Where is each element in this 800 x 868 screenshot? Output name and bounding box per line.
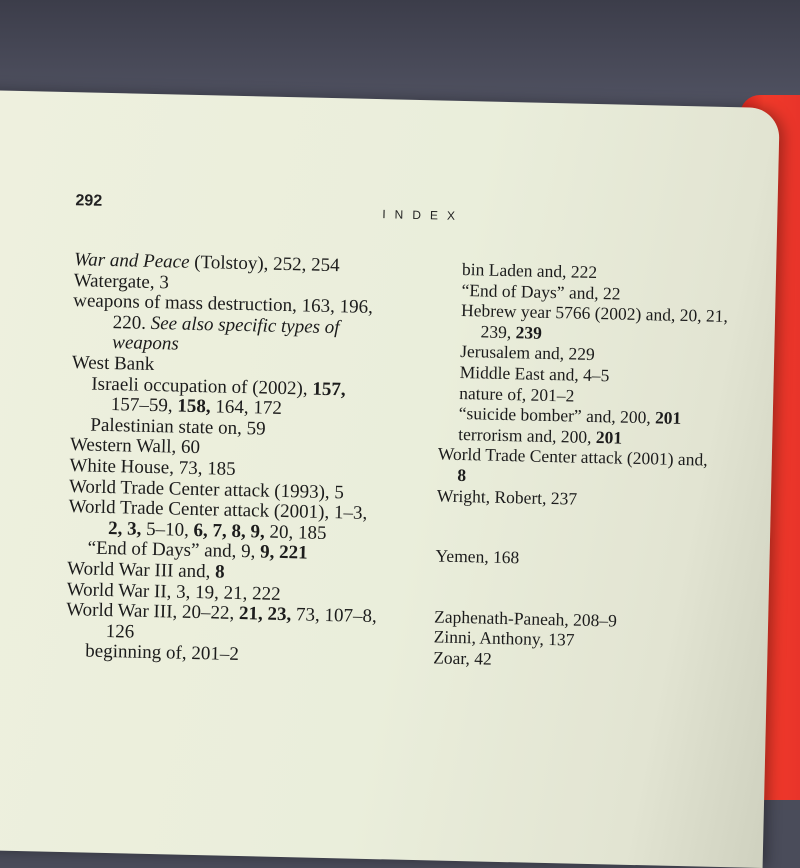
index-entry: White House, 73, 185 [69, 455, 236, 480]
index-entry: World Trade Center attack (2001) and, [437, 443, 708, 470]
index-entry: World War II, 3, 19, 21, 222 [66, 578, 281, 605]
index-column-right [433, 259, 742, 675]
index-entry: nature of, 201–2 [459, 382, 575, 406]
index-entry: Yemen, 168 [435, 545, 520, 568]
index-entry: 2, 3, 5–10, 6, 7, 8, 9, 20, 185 [107, 517, 327, 544]
index-entry: “End of Days” and, 22 [461, 279, 621, 304]
index-entry: “End of Days” and, 9, 9, 221 [87, 537, 308, 564]
index-entry: World Trade Center attack (1993), 5 [68, 475, 345, 503]
index-entry: 239, 239 [480, 321, 543, 343]
index-entry: World Trade Center attack (2001), 1–3, [68, 496, 368, 525]
index-entry: Wright, Robert, 237 [436, 485, 578, 509]
index-entry: terrorism and, 200, 201 [458, 423, 623, 448]
index-entry: War and Peace (Tolstoy), 252, 254 [73, 249, 340, 277]
index-entry: Middle East and, 4–5 [459, 361, 610, 386]
running-head: INDEX [382, 207, 465, 224]
index-gap [436, 506, 737, 553]
index-entry: West Bank [71, 352, 155, 375]
index-entry: Watergate, 3 [73, 269, 170, 293]
index-entry: Palestinian state on, 59 [90, 414, 266, 440]
page-number: 292 [75, 192, 103, 210]
index-column-left [65, 250, 424, 670]
index-entry: bin Laden and, 222 [461, 258, 598, 283]
index-entry: Zoar, 42 [433, 647, 493, 669]
index-entry: Jerusalem and, 229 [459, 341, 596, 365]
index-entry: Zaphenath-Paneah, 208–9 [433, 606, 618, 631]
index-entry: weapons of mass destruction, 163, 196, [73, 290, 374, 319]
book-page [0, 90, 780, 868]
index-entry: Israeli occupation of (2002), 157, [91, 373, 346, 400]
index-entry: 8 [457, 464, 467, 486]
index-entry: Hebrew year 5766 (2002) and, 20, 21, [460, 300, 729, 327]
index-entry: Zinni, Anthony, 137 [433, 626, 575, 650]
index-entry: Western Wall, 60 [69, 434, 201, 459]
index-entry: World War III and, 8 [66, 558, 225, 583]
index-entry: 157–59, 158, 164, 172 [110, 394, 283, 420]
index-entry: “suicide bomber” and, 200, 201 [458, 403, 682, 429]
index-entry: weapons [112, 332, 180, 355]
index-entry: beginning of, 201–2 [85, 640, 240, 666]
index-gap [434, 566, 735, 613]
index-entry: World War III, 20–22, 21, 23, 73, 107–8, [65, 599, 377, 628]
index-entry: 220. See also specific types of [112, 311, 340, 338]
index-entry: 126 [105, 620, 135, 643]
